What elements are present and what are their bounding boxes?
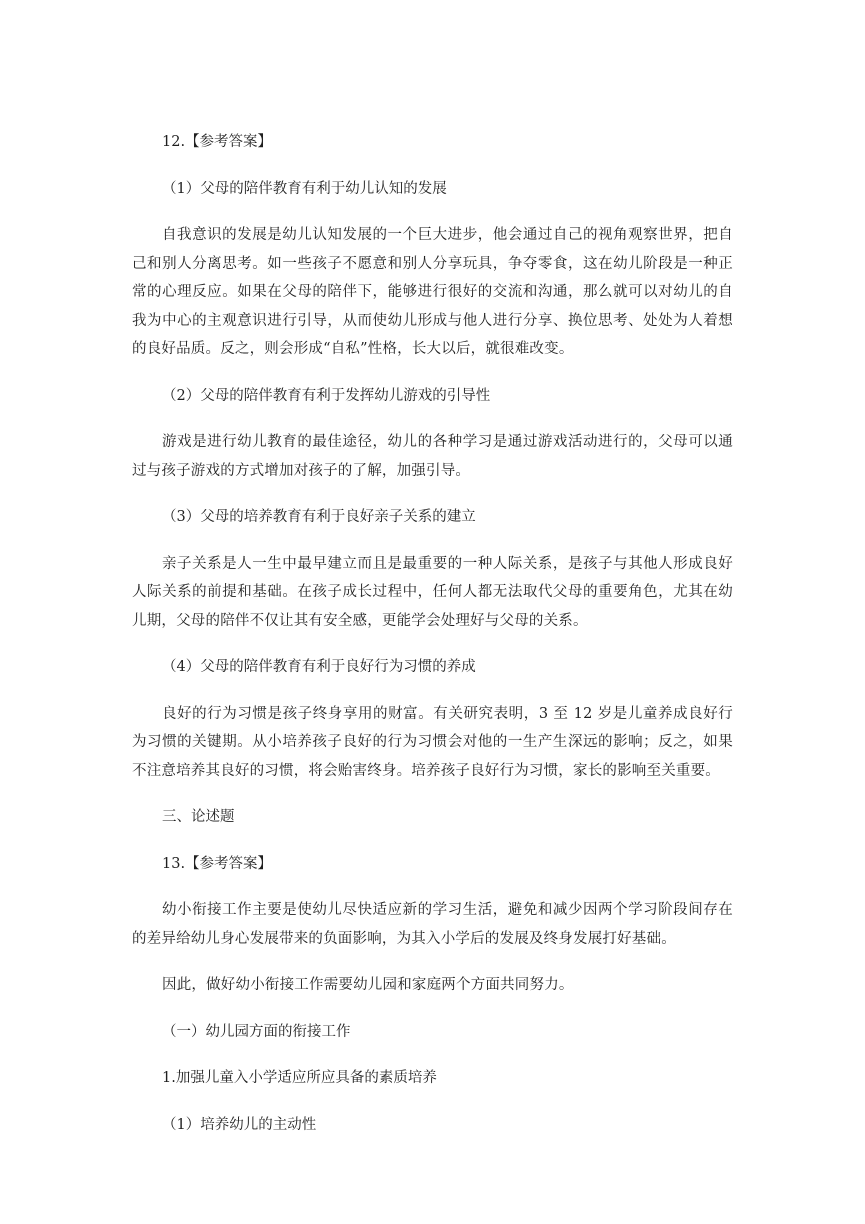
item1-title: 1.加强儿童入小学适应所应具备的素质培养 xyxy=(162,1070,437,1086)
spacer xyxy=(132,157,733,175)
spacer xyxy=(132,832,733,850)
spacer xyxy=(132,532,733,550)
spacer xyxy=(132,485,733,503)
spacer xyxy=(132,682,733,700)
q12-label: 12.【参考答案】 xyxy=(162,134,273,150)
s1-title: （1）父母的陪伴教育有利于幼儿认知的发展 xyxy=(162,180,447,197)
spacer xyxy=(132,364,733,382)
q13-summary: 因此，做好幼小衔接工作需要幼儿园和家庭两个方面共同努力。 xyxy=(162,977,574,993)
s1-body: 自我意识的发展是幼儿认知发展的一个巨大进步，他会通过自己的视角观察世界，把自己和别人分离思考。如一些孩子不愿意和别人分享玩具，争夺零食，这在幼儿阶段是一种正常的心理反应。如果在父母的陪伴下，能够进行很好的交流和沟通，那么就可以对幼儿的自我为中心的主观意识进行引导，从而使幼儿形成与他人进行分享、换位思考、处处为人着想的良好品质。反之，则会形成“自私”性格，长大以后，就很难改变。 xyxy=(132,227,733,357)
q13-label: 13.【参考答案】 xyxy=(162,855,273,872)
spacer xyxy=(132,203,733,221)
s3-title: （3）父母的培养教育有利于良好亲子关系的建立 xyxy=(162,509,476,525)
s2-body: 游戏是进行幼儿教育的最佳途径，幼儿的各种学习是通过游戏活动进行的，父母可以通过与孩子游戏的方式增加对孩子的了解，加强引导。 xyxy=(132,434,733,479)
s2-title: （2）父母的陪伴教育有利于发挥幼儿游戏的引导性 xyxy=(162,387,491,404)
spacer xyxy=(132,1000,733,1018)
spacer xyxy=(132,1046,733,1064)
spacer xyxy=(132,410,733,428)
item1-sub1: （1）培养幼儿的主动性 xyxy=(162,1116,317,1133)
s4-title: （4）父母的陪伴教育有利于良好行为习惯的养成 xyxy=(162,659,476,675)
s3-body: 亲子关系是人一生中最早建立而且是最重要的一种人际关系，是孩子与其他人形成良好人际关系的前提和基础。在孩子成长过程中，任何人都无法取代父母的重要角色，尤其在幼儿期，父母的陪伴不仅让其有安全感，更能学会处理好与父母的关系。 xyxy=(132,555,733,629)
q13-intro: 幼小衔接工作主要是使幼儿尽快适应新的学习生活，避免和减少因两个学习阶段间存在的差异给幼儿身心发展带来的负面影响，为其入小学后的发展及终身发展打好基础。 xyxy=(132,902,733,947)
section3-title: 三、论述题 xyxy=(162,809,235,825)
spacer xyxy=(132,1093,733,1111)
spacer xyxy=(132,785,733,803)
part1-title: （一）幼儿园方面的衔接工作 xyxy=(162,1023,351,1040)
spacer xyxy=(132,878,733,896)
spacer xyxy=(132,635,733,653)
s4-body: 良好的行为习惯是孩子终身享用的财富。有关研究表明，3 至 12 岁是儿童养成良好行为习惯的关键期。从小培养孩子良好的行为习惯会对他的一生产生深远的影响；反之，如果不注意培养其良好的习惯，将会贻害终身。培养孩子良好行为习惯，家长的影响至关重要。 xyxy=(132,705,733,779)
spacer xyxy=(132,953,733,971)
